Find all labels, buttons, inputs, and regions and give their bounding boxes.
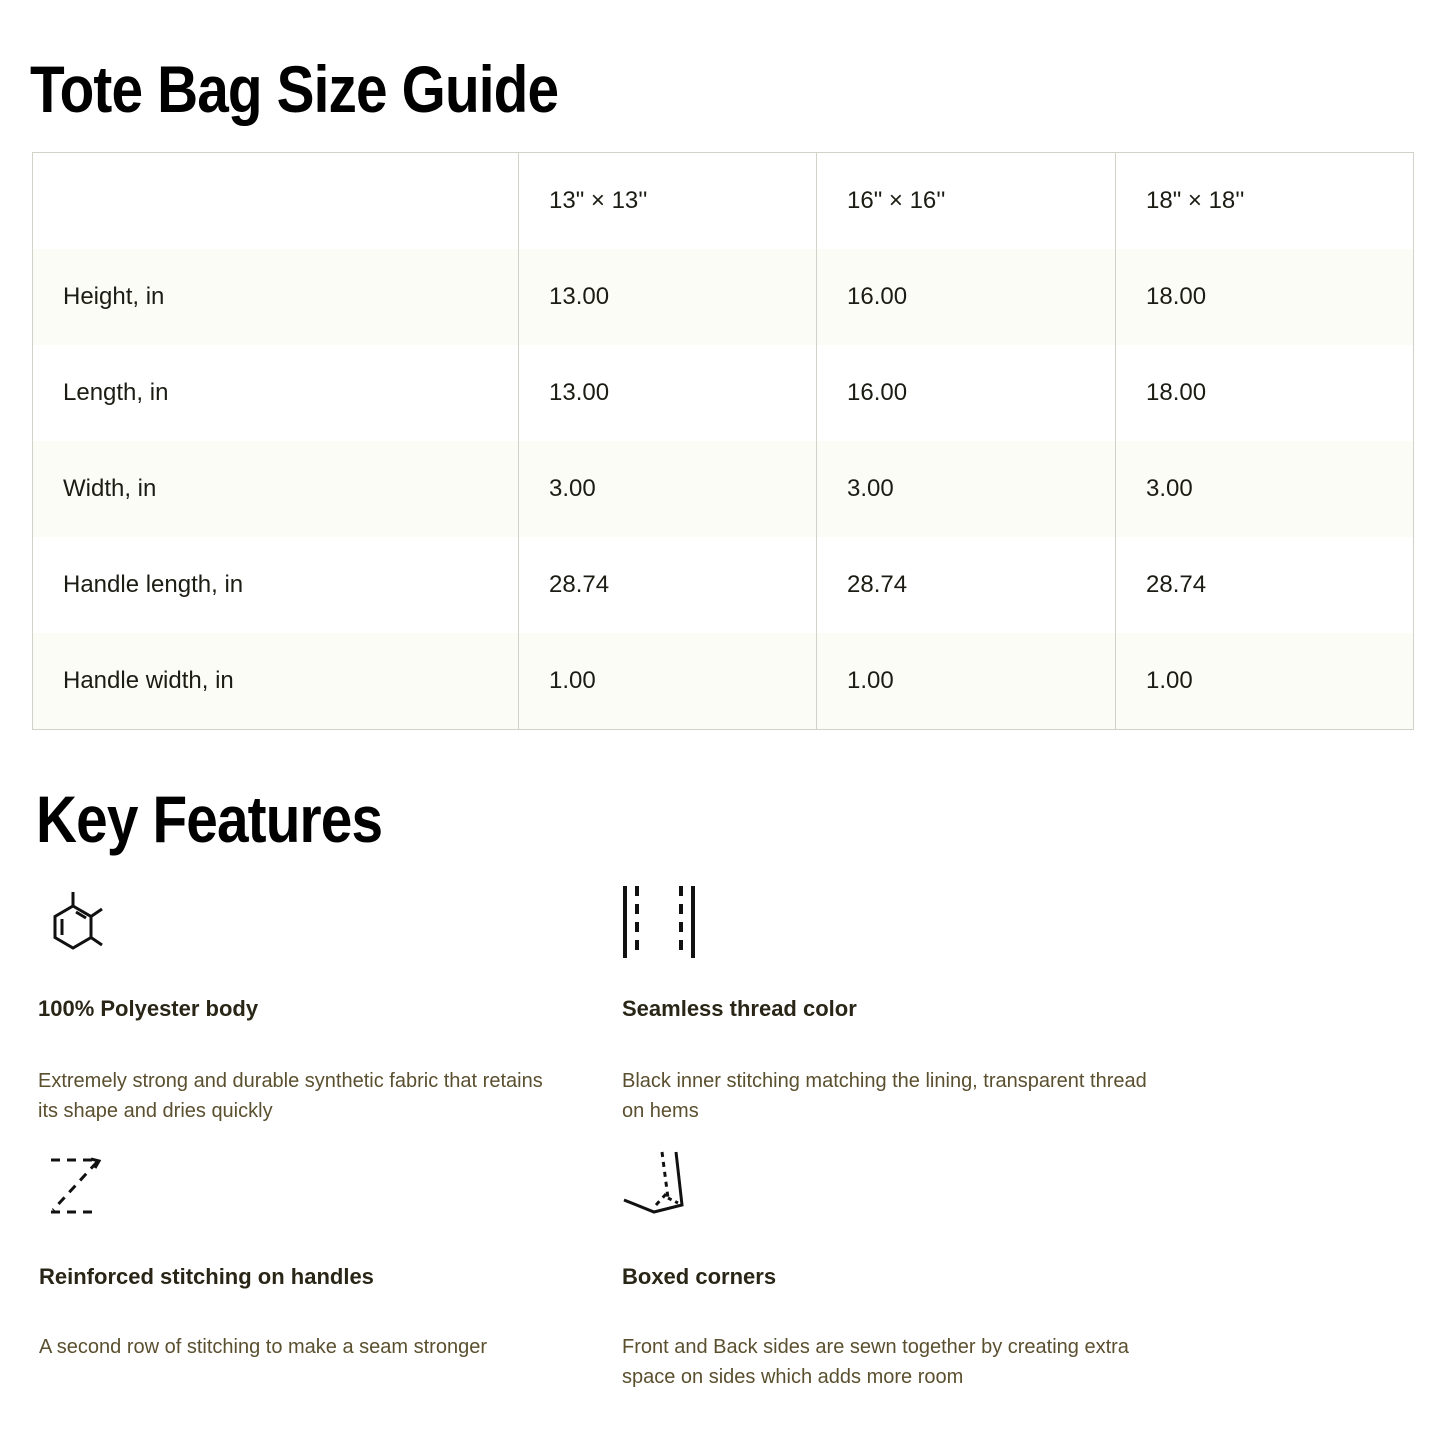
table-cell: 28.74 <box>519 537 817 633</box>
feature-description: Front and Back sides are sewn together by creating extra space on sides which adds more room <box>622 1336 1129 1388</box>
table-cell: 28.74 <box>1116 537 1414 633</box>
row-label: Height, in <box>33 249 519 345</box>
feature-description: A second row of stitching to make a seam stronger <box>39 1336 487 1358</box>
feature-title: 100% Polyester body <box>38 996 259 1021</box>
table-header-row <box>33 153 1414 250</box>
size-guide-title: Tote Bag Size Guide <box>30 52 559 126</box>
row-label: Width, in <box>33 441 519 537</box>
table-cell: 18.00 <box>1116 345 1414 441</box>
feature-title: Boxed corners <box>622 1264 777 1289</box>
size-guide-table <box>32 152 1414 730</box>
feature-title: Seamless thread color <box>622 996 857 1021</box>
table-cell: 3.00 <box>1116 441 1414 537</box>
table-cell: 13.00 <box>519 249 817 345</box>
table-cell: 3.00 <box>817 441 1116 537</box>
table-header-cell <box>33 153 519 250</box>
polyester-molecule-icon <box>38 884 118 964</box>
table-row <box>33 249 1414 345</box>
table-header-cell: 18" × 18'' <box>1116 153 1414 250</box>
table-row <box>33 345 1414 441</box>
table-cell: 1.00 <box>1116 633 1414 730</box>
table-cell: 13.00 <box>519 345 817 441</box>
feature-boxed-corners <box>622 1148 1162 1398</box>
table-cell: 18.00 <box>1116 249 1414 345</box>
feature-description: Extremely strong and durable synthetic fabric that retains its shape and dries quickly <box>38 1070 543 1122</box>
table-header-cell: 13" × 13'' <box>519 153 817 250</box>
feature-reinforced-stitching <box>39 1150 579 1370</box>
reinforced-stitch-icon <box>39 1150 119 1230</box>
table-cell: 1.00 <box>519 633 817 730</box>
table-cell: 28.74 <box>817 537 1116 633</box>
key-features-title: Key Features <box>36 782 383 856</box>
row-label: Length, in <box>33 345 519 441</box>
table-cell: 3.00 <box>519 441 817 537</box>
row-label: Handle length, in <box>33 537 519 633</box>
feature-polyester <box>38 884 578 1134</box>
table-cell: 16.00 <box>817 345 1116 441</box>
table-header-cell: 16" × 16'' <box>817 153 1116 250</box>
table-cell: 1.00 <box>817 633 1116 730</box>
feature-thread-color <box>622 884 1162 1134</box>
table-row <box>33 441 1414 537</box>
thread-stitch-icon <box>622 884 702 964</box>
boxed-corner-icon <box>622 1148 702 1228</box>
table-row <box>33 537 1414 633</box>
row-label: Handle width, in <box>33 633 519 730</box>
table-cell: 16.00 <box>817 249 1116 345</box>
table-row <box>33 633 1414 730</box>
feature-title: Reinforced stitching on handles <box>39 1264 374 1289</box>
feature-description: Black inner stitching matching the lining, transparent thread on hems <box>622 1070 1147 1122</box>
